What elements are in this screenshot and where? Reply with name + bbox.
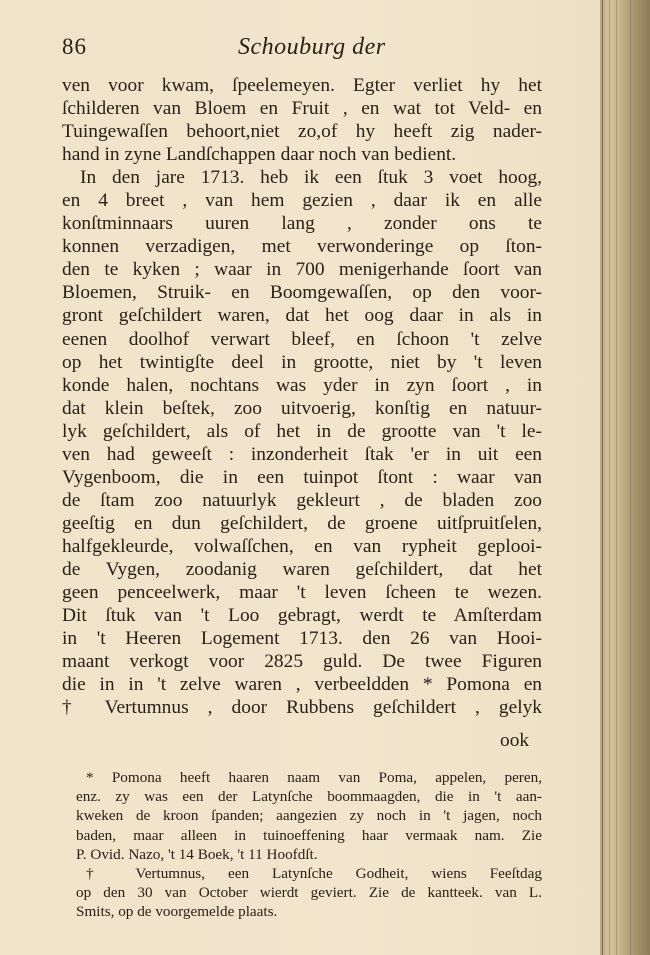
book-spine-edge (600, 0, 650, 955)
text-line: Bloemen, Struik- en Boomgewaſſen, op den voor- (62, 282, 542, 304)
text-line: gront geſchildert waren, dat het oog daar in als in (62, 305, 542, 327)
text-line: den te kyken ; waar in 700 menigerhande ſoort van (62, 259, 542, 281)
page-edge-line (630, 0, 631, 955)
text-line: konſtminnaars uuren lang , zonder ons te (62, 213, 542, 235)
text-line: Vygenboom, die in een tuinpot ſtont : waar van (62, 466, 542, 488)
footnotes (76, 768, 542, 922)
text-line: op het twintigſte deel in grootte, niet by 't leven (62, 351, 542, 373)
text-line: dat klein beſtek, zoo uitvoerig, konſtig en natuur- (62, 397, 542, 419)
text-line: geeſtig en dun geſchildert, de groene uitſpruitſelen, (62, 512, 542, 534)
footnote-line: baden, maar alleen in tuinoeffening haar vermaak nam. Zie (76, 826, 542, 844)
footnote-line: enz. zy was een der Latynſche boommaagden, die in 't aan- (76, 788, 542, 806)
footnote-line: † Vertumnus, een Latynſche Godheit, wiens Feeſtdag (86, 864, 542, 882)
page-edge-line (602, 0, 603, 955)
page-edge-line (609, 0, 610, 955)
text-line: ven voor kwam, ſpeelemeyen. Egter verliet hy het (62, 75, 542, 96)
body-text (62, 74, 542, 719)
text-line: In den jare 1713. heb ik een ſtuk 3 voet hoog, (80, 167, 542, 189)
page-edge-line (616, 0, 617, 955)
text-line: de Vygen, zoodanig waren geſchildert, dat het (62, 558, 542, 580)
text-line: ven had geweeſt : inzonderheit ſtak 'er in uit een (62, 443, 542, 465)
text-line: ſchilderen van Bloem en Fruit , en wat tot Veld- en (62, 98, 542, 120)
text-line: die in in 't zelve waren , verbeeldden * Pomona en (62, 674, 542, 696)
footnote-line: kweken de kroon ſpanden; aangezien zy noch in 't jagen, noch (76, 807, 542, 825)
text-line: konnen verzadigen, met verwonderinge op ſton- (62, 236, 542, 258)
running-title: Schouburg der (238, 34, 386, 60)
text-line: maant verkogt voor 2825 guld. De twee Figuren (62, 651, 542, 673)
text-line: geen penceelwerk, maar 't leven ſcheen te wezen. (62, 582, 542, 604)
catchword: ook (500, 730, 530, 751)
text-line: konde halen, nochtans was yder in zyn ſoort , in (62, 374, 542, 396)
page-header (62, 34, 542, 68)
text-line: Tuingewaſſen behoort,niet zo,of hy heeft zig nader- (62, 121, 542, 143)
text-line: hand in zyne Landſchappen daar noch van bedient. (62, 144, 457, 166)
page-number: 86 (62, 34, 87, 59)
text-line: in 't Heeren Logement 1713. den 26 van Hooi- (62, 628, 542, 650)
text-line: de ſtam zoo natuurlyk gekleurt , de bladen zoo (62, 489, 542, 511)
text-line: halfgekleurde, volwaſſchen, en van rypheit geplooi- (62, 535, 542, 557)
footnote-line: * Pomona heeft haaren naam van Poma, appelen, peren, (86, 769, 542, 786)
footnote-line: op den 30 van October wierdt geviert. Zie de kantteek. van L. (76, 884, 542, 902)
footnote-line: Smits, op de voorgemelde plaats. (76, 903, 278, 921)
text-line: eenen doolhof verwart bleef, en ſchoon 't zelve (62, 328, 542, 350)
text-line: † Vertumnus , door Rubbens geſchildert , gelyk (62, 697, 542, 719)
text-line: en 4 breet , van hem gezien , daar ik en alle (62, 190, 542, 212)
text-line: lyk geſchildert, als of het in de grootte van 't le- (62, 420, 542, 442)
footnote-line: P. Ovid. Nazo, 't 14 Boek, 't 11 Hoofdſt. (76, 845, 318, 863)
text-line: Dit ſtuk van 't Loo gebragt, werdt te Amſterdam (62, 605, 542, 627)
